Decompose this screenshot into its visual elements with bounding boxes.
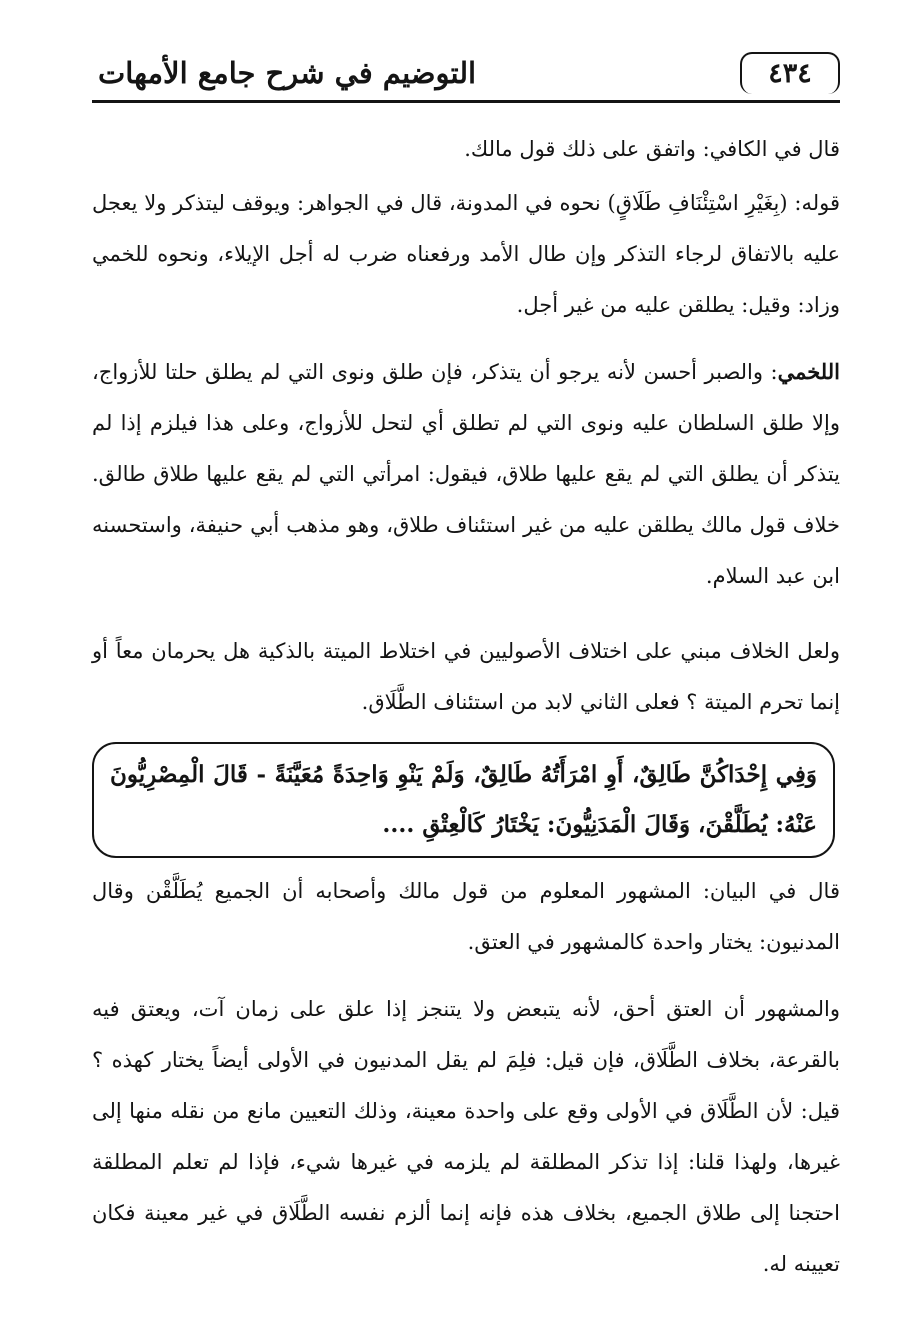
page-number: ٤٣٤ — [740, 52, 840, 94]
running-title: التوضيم في شرح جامع الأمهات — [98, 56, 477, 90]
paragraph-3-body: : والصبر أحسن لأنه يرجو أن يتذكر، فإن طلق ونوى التي لم يطلق حلتا للأزواج، وإلا طلق السلطان عليه ونوى التي لم تطلق أي لتحل للأزواج، وعلى هذا فيلزم إذا لم يتذكر أن يطلق التي لم يقع عليها طلاق، فيقول: امرأتي التي لم يقع عليها طلاق طالق. خلاف قول مالك يطلقن عليه من غير استئناف طلاق، وهو مذهب أبي حنيفة، واستحسنه ابن عبد السلام. — [92, 360, 840, 588]
paragraph-6: والمشهور أن العتق أحق، لأنه يتبعض ولا يتنجز إذا علق على زمان آت، ويعتق فيه بالقرعة، بخلاف الطَّلَاق، فإن قيل: فلِمَ لم يقل المدنيون في الأولى أيضاً يختار كهذه ؟ قيل: لأن الطَّلَاق في الأولى وقع على واحدة معينة، وذلك التعيين مانع من نقله منها إلى غيرها، ولهذا قلنا: إذا تذكر المطلقة لم يلزمه في غيرها شيء، فإذا لم تعلم المطلقة احتجنا إلى طلاق الجميع، بخلاف هذه فإنه إنما ألزم نفسه الطَّلَاق في غير معينة فكان تعيينه له. — [92, 997, 840, 1276]
paragraph-5: قال في البيان: المشهور المعلوم من قول مالك وأصحابه أن الجميع يُطَلَّقْن وقال المدنيون: يختار واحدة كالمشهور في العتق. — [92, 879, 840, 954]
paragraph-1: قال في الكافي: واتفق على ذلك قول مالك. — [464, 137, 840, 161]
paragraph-4: ولعل الخلاف مبني على اختلاف الأصوليين في اختلاط الميتة بالذكية هل يحرمان معاً أو إنما تحرم الميتة ؟ فعلى الثاني لابد من استئناف الطَّلَاق. — [92, 639, 840, 714]
paragraph-3 — [92, 346, 840, 602]
page-header — [92, 48, 840, 103]
matn-box: وَفِي إِحْدَاكُنَّ طَالِقٌ، أَوِ امْرَأَتُهُ طَالِقٌ، وَلَمْ يَنْوِ وَاحِدَةً مُعَيَّنَةً - قَالَ الْمِصْرِيُّونَ عَنْهُ: يُطَلَّقْنَ، وَقَالَ الْمَدَنِيُّونَ: يَخْتَارُ كَالْعِتْقِ .... — [92, 742, 835, 858]
paragraph-2: قوله: (بِغَيْرِ اسْتِئْنَافِ طَلَاقٍ) نحوه في المدونة، قال في الجواهر: ويوقف ليتذكر ولا يعجل عليه بالاتفاق لرجاء التذكر وإن طال الأمد ورفعناه ضرب له أجل الإيلاء، ونحوه للخمي وزاد: وقيل: يطلقن عليه من غير أجل. — [92, 191, 840, 317]
lakhmi-label: اللخمي — [777, 359, 840, 384]
